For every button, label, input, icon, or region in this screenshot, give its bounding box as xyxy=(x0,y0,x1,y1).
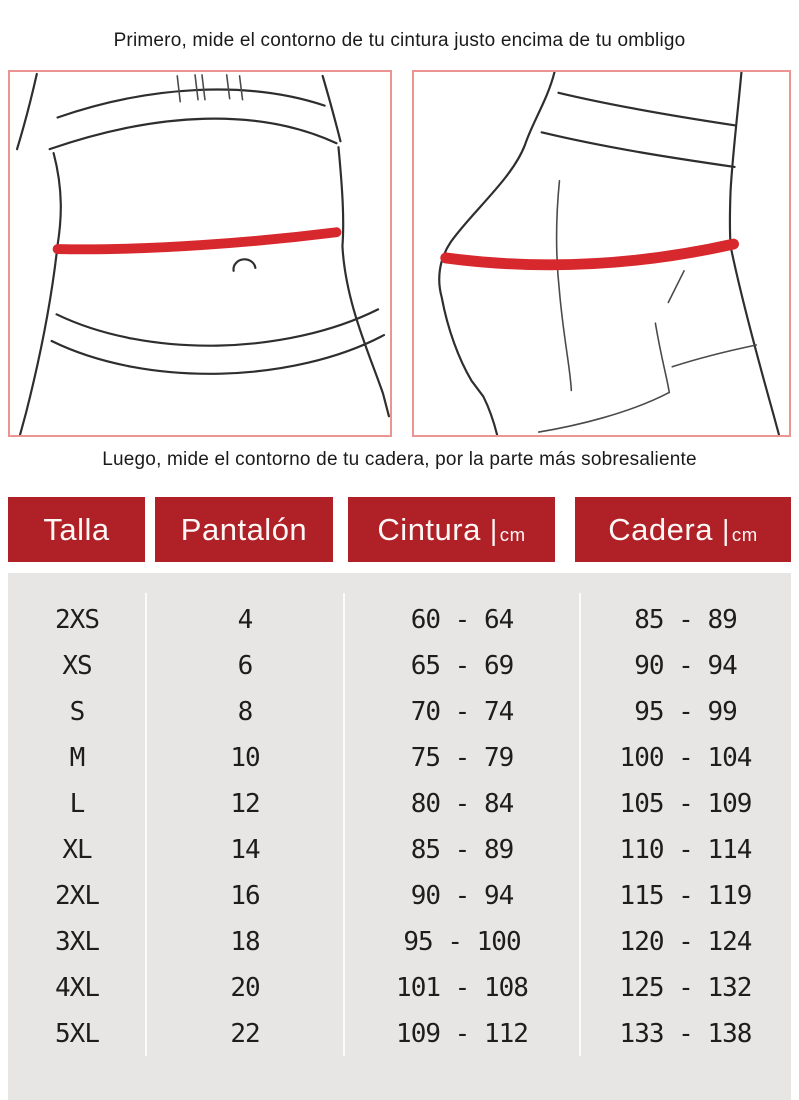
table-cell: 12 xyxy=(230,789,260,819)
table-cell: 95 - 100 xyxy=(403,927,521,957)
column-header-cadera xyxy=(575,497,791,562)
header-label: Cadera xyxy=(608,511,713,547)
table-row xyxy=(8,781,791,827)
table-row xyxy=(8,1011,791,1057)
table-cell: 65 - 69 xyxy=(410,651,514,681)
waist-measurement-illustration xyxy=(10,72,390,435)
column-header-cintura xyxy=(348,497,555,562)
table-cell: 16 xyxy=(230,881,260,911)
instruction-waist-text: Primero, mide el contorno de tu cintura justo encima de tu ombligo xyxy=(113,30,686,51)
table-cell: 110 - 114 xyxy=(619,835,752,865)
header-unit: cm xyxy=(499,523,526,545)
table-cell: 90 - 94 xyxy=(410,881,514,911)
column-header-talla xyxy=(8,497,145,562)
table-cell: 18 xyxy=(230,927,260,957)
table-row xyxy=(8,827,791,873)
table-cell: M xyxy=(69,743,85,773)
table-cell: 90 - 94 xyxy=(634,651,737,681)
table-cell: 10 xyxy=(230,743,260,773)
hip-figure-frame xyxy=(412,70,791,437)
header-unit-separator: | xyxy=(721,515,730,547)
header-label: Pantalón xyxy=(180,511,308,547)
table-cell: S xyxy=(69,697,85,727)
table-cell: 115 - 119 xyxy=(619,881,752,911)
table-cell: 133 - 138 xyxy=(619,1019,752,1049)
hip-measurement-illustration xyxy=(414,72,789,435)
instruction-hip-text: Luego, mide el contorno de tu cadera, por la parte más sobresaliente xyxy=(102,449,697,470)
table-cell: 105 - 109 xyxy=(619,789,752,819)
table-cell: 101 - 108 xyxy=(396,973,528,1003)
table-cell: 2XL xyxy=(55,881,99,911)
table-cell: 6 xyxy=(237,651,253,681)
table-cell: 125 - 132 xyxy=(619,973,752,1003)
table-cell: XL xyxy=(62,835,92,865)
table-cell: 3XL xyxy=(55,927,99,957)
table-cell: 4 xyxy=(237,605,253,635)
header-unit: cm xyxy=(731,523,758,545)
table-cell: 109 - 112 xyxy=(396,1019,528,1049)
table-cell: 8 xyxy=(237,697,253,727)
table-row xyxy=(8,597,791,643)
table-cell: 75 - 79 xyxy=(410,743,514,773)
table-cell: 80 - 84 xyxy=(410,789,514,819)
table-cell: 5XL xyxy=(55,1019,99,1049)
table-cell: 95 - 99 xyxy=(634,697,737,727)
table-cell: 120 - 124 xyxy=(619,927,752,957)
table-cell: XS xyxy=(62,651,92,681)
table-row xyxy=(8,965,791,1011)
column-header-pantalon xyxy=(155,497,333,562)
table-row xyxy=(8,873,791,919)
table-cell: 2XS xyxy=(55,605,99,635)
table-cell: 70 - 74 xyxy=(410,697,514,727)
header-label: Talla xyxy=(43,511,110,547)
table-row xyxy=(8,643,791,689)
table-cell: 85 - 89 xyxy=(634,605,737,635)
table-row xyxy=(8,735,791,781)
table-cell: 22 xyxy=(230,1019,260,1049)
size-table-body xyxy=(8,573,791,1100)
table-cell: 60 - 64 xyxy=(410,605,514,635)
table-cell: 14 xyxy=(230,835,260,865)
table-cell: 85 - 89 xyxy=(410,835,514,865)
table-cell: 4XL xyxy=(55,973,99,1003)
waist-figure-frame xyxy=(8,70,392,437)
header-unit-separator: | xyxy=(489,515,498,547)
table-row xyxy=(8,919,791,965)
table-cell: 20 xyxy=(230,973,260,1003)
table-row xyxy=(8,689,791,735)
header-label: Cintura xyxy=(377,511,481,547)
table-cell: 100 - 104 xyxy=(619,743,752,773)
table-cell: L xyxy=(69,789,85,819)
